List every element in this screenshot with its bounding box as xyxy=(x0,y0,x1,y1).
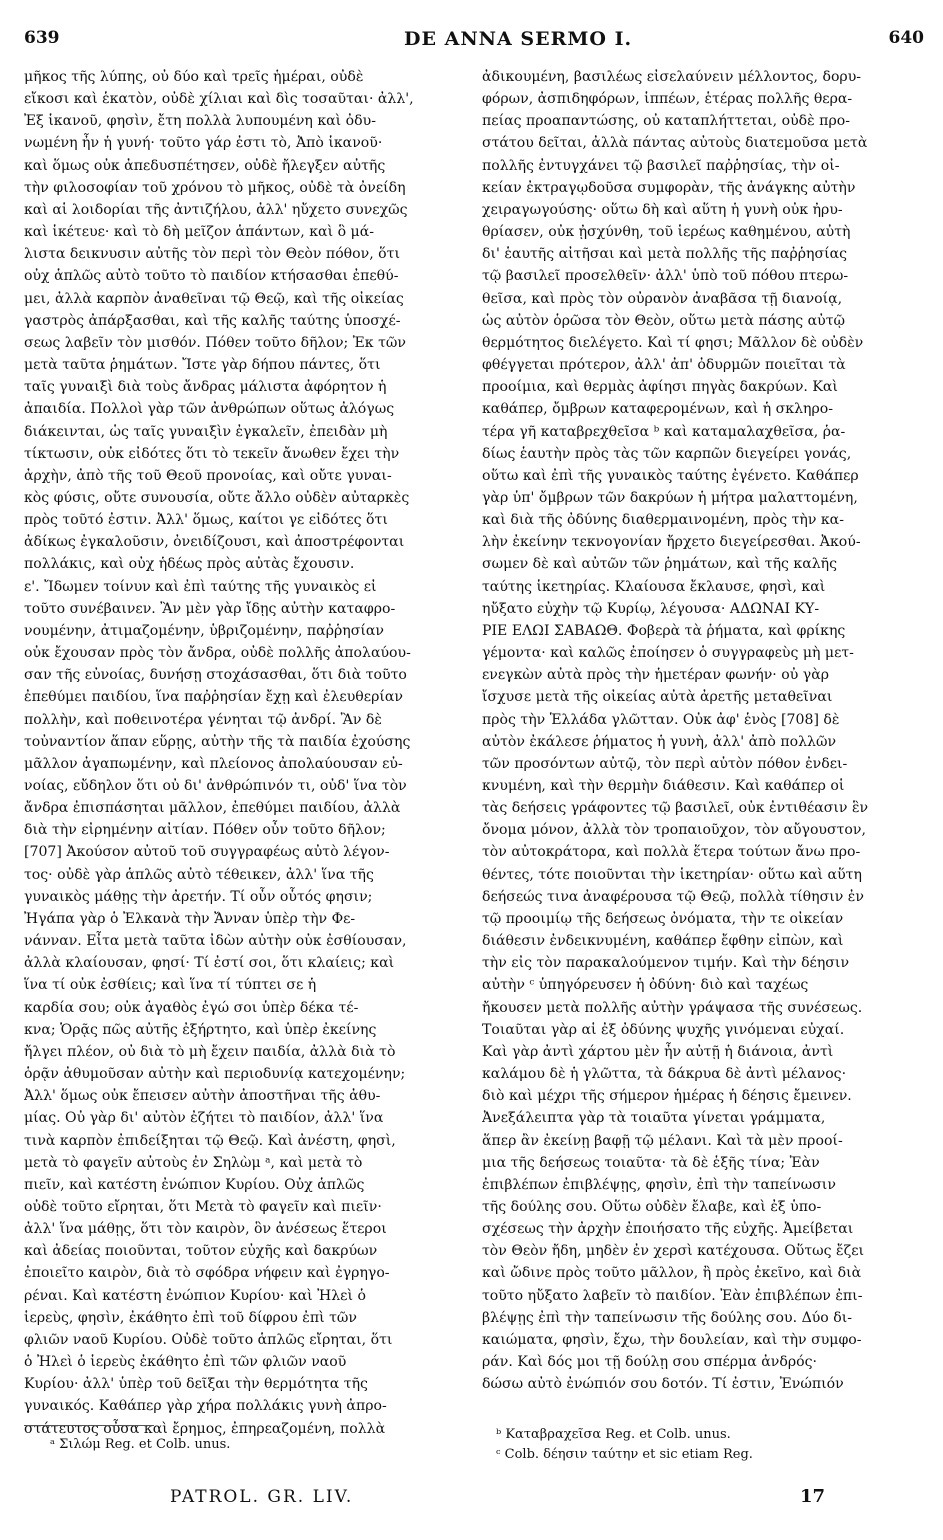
text-line: καρδία σου; οὐκ ἀγαθὸς ἐγώ σοι ὑπὲρ δέκα τέ- xyxy=(24,999,359,1016)
text-line: τίκτωσιν, οὐκ εἰδότες ὅτι τὸ τεκεῖν ἄνωθεν ἔχει τὴν xyxy=(24,445,400,462)
text-line: ἀλλὰ κλαίουσαν, φησί· Τί ἐστί σοι, ὅτι κλαίεις; καὶ xyxy=(24,955,395,972)
text-line: φλιῶν ναοῦ Κυρίου. Οὐδὲ τοῦτο ἁπλῶς εἴρηται, ὅτι xyxy=(24,1331,393,1348)
text-line: ἀδικουμένη, βασιλέως εἰσελαύνειν μέλλοντος, δορυ- xyxy=(482,69,862,85)
text-line: τὴν εἰς τὸν παρακαλούμενον τιμήν. Καὶ τὴν δέησιν xyxy=(482,955,850,972)
text-line: ἀρχὴν, ἀπὸ τῆς τοῦ Θεοῦ προνοίας, καὶ οὔτε γυναι- xyxy=(24,467,392,484)
text-line: μῆκος τῆς λύπης, οὐ δύο καὶ τρεῖς ἡμέραι, οὐδὲ xyxy=(24,69,364,85)
text-line: καὶ αἱ λοιδορίαι τῆς ἀντιζήλου, ἀλλ' ηὔχετο συνεχῶς xyxy=(24,201,408,218)
text-line: καὶ διὰ τῆς ὀδύνης διαθερμαινομένη, πρὸς τὴν κα- xyxy=(482,512,844,529)
text-line: μίας. Οὐ γὰρ δι' αὐτὸν ἐζήτει τὸ παιδίον, ἀλλ' ἵνα xyxy=(24,1110,384,1127)
text-line: τῷ προοιμίῳ τῆς δεήσεως ὀνόματα, τὴν τε οἰκείαν xyxy=(482,910,844,927)
text-line: γαστρὸς ἀπάρξασθαι, καὶ τῆς καλῆς ταύτης ὑποσχέ- xyxy=(24,312,401,329)
footnote-left: ᵃ Σιλώμ Reg. et Colb. unus. xyxy=(50,1437,231,1452)
text-line: πρὸς τὴν Ἑλλάδα γλῶτταν. Οὐκ ἀφ' ἑνὸς [708] δὲ xyxy=(482,711,840,728)
text-line: διὰ τὴν εἰρημένην αἰτίαν. Πόθεν οὖν τοῦτο δῆλον; xyxy=(24,822,386,839)
text-line: εἴκοσι καὶ ἑκατὸν, οὐδὲ χίλιαι καὶ δὶς τοσαῦται· ἀλλ', xyxy=(24,91,414,108)
text-line: κὸς φύσις, οὔτε συνουσία, οὔτε ἄλλο οὐδὲν αὐταρκὲς xyxy=(24,489,410,506)
text-line: οὐχ ἁπλῶς αὐτὸ τοῦτο τὸ παιδίον κτήσασθαι ἐπεθύ- xyxy=(24,268,399,285)
text-line: ἤλγει πλέον, οὐ διὰ τὸ μὴ ἔχειν παιδία, ἀλλὰ διὰ τὸ xyxy=(24,1043,396,1060)
text-line: νωμένη ἦν ἡ γυνή· τοῦτο γάρ ἐστι τὸ, Ἀπὸ ἱκανοῦ· xyxy=(24,135,383,152)
text-line: τινὰ καρπὸν ἐπιδείξηται τῷ Θεῷ. Καὶ ἀνέστη, φησὶ, xyxy=(24,1132,396,1149)
text-line: φθέγγεται πρότερον, ἀλλ' ἀπ' ὀδυρμῶν ποιεῖται τὰ xyxy=(482,357,846,374)
text-line: πιεῖν, καὶ κατέστη ἐνώπιον Κυρίου. Οὐχ ἁπλῶς xyxy=(24,1176,365,1193)
text-line: ενεγκὼν αὐτὰ πρὸς τὴν ἡμετέραν φωνήν· οὐ γὰρ xyxy=(482,667,830,684)
text-line: οὐδὲ τοῦτο εἴρηται, ὅτι Μετὰ τὸ φαγεῖν καὶ πιεῖν· xyxy=(24,1198,382,1215)
text-line: τῆς δούλης σου. Οὕτω οὐδὲν ἔλαβε, καὶ ἐξ ὑπο- xyxy=(482,1198,822,1215)
text-line: καὶ ὤδινε πρὸς τοῦτο μᾶλλον, ἢ πρὸς ἐκεῖνο, καὶ διὰ xyxy=(482,1265,862,1282)
text-line: Ἠγάπα γὰρ ὁ Ἐλκανὰ τὴν Ἄνναν ὑπὲρ τὴν Φε- xyxy=(24,910,356,927)
text-line: ἐποιεῖτο καιρὸν, διὰ τὸ σφόδρα νήφειν καὶ ἐγρηγο- xyxy=(24,1265,390,1282)
right-text-column xyxy=(482,66,917,1395)
text-line: μια τῆς δεήσεως τοιαῦτα· τὰ δὲ ἑξῆς τίνα; Ἐὰν xyxy=(482,1154,820,1171)
text-line: πολλὴν, καὶ ποθεινοτέρα γένηται τῷ ἀνδρί. Ἂν δὲ xyxy=(24,711,382,728)
running-title: DE ANNA SERMO I. xyxy=(404,28,633,50)
text-line: οὕτω καὶ ἐπὶ τῆς γυναικὸς ταύτης ἐγένετο. Καθάπερ xyxy=(482,467,859,484)
text-line: τῶν προσόντων αὐτῷ, τὸν περὶ αὐτὸν πόθον ἐνδει- xyxy=(482,755,848,772)
text-line: λὴν ἐκείνην τεκνογονίαν ἤρχετο διεγείρεσθαι. Ἀκού- xyxy=(482,534,861,551)
text-line: κνα; Ὁρᾷς πῶς αὐτῆς ἐξήρτητο, καὶ ὑπὲρ ἐκείνης xyxy=(24,1021,377,1038)
text-line: φόρων, ἀσπιδηφόρων, ἱππέων, ἑτέρας πολλῆς θερα- xyxy=(482,91,853,108)
footer-signature-number: 17 xyxy=(800,1486,826,1507)
text-line: σωμεν δὲ καὶ αὐτῶν τῶν ῥημάτων, καὶ τῆς καλῆς xyxy=(482,556,838,573)
text-line: Κυρίου· ἀλλ' ὑπὲρ τοῦ δεῖξαι τὴν θερμότητα τῆς xyxy=(24,1376,368,1393)
footnote-right-2: ᶜ Colb. δέησιν ταύτην et sic etiam Reg. xyxy=(496,1447,753,1462)
text-line: ἄνδρα ἐπισπάσηται μᾶλλον, ἐπεθύμει παιδίου, ἀλλὰ xyxy=(24,800,401,817)
text-line: διάθεσιν ἐνδεικνυμένη, καθάπερ ἔφθην εἰπὼν, καὶ xyxy=(482,933,844,950)
text-line: ἐπεθύμει παιδίου, ἵνα παῤῥησίαν ἔχῃ καὶ ἐλευθερίαν xyxy=(24,689,403,706)
text-line: αὐτὸν ἐκάλεσε ῥήματος ἡ γυνὴ, ἀλλ' ἀπὸ πολλῶν xyxy=(482,733,837,750)
text-line: μετὰ τὸ φαγεῖν αὐτοὺς ἐν Σηλὼμ ᵃ, καὶ μετὰ τὸ xyxy=(24,1154,363,1171)
text-line: ἅπερ ἂν ἐκείνῃ βαφῇ τῷ μέλανι. Καὶ τὰ μὲν προοί- xyxy=(482,1132,843,1149)
text-line: τέρα γῆ καταβρεχθεῖσα ᵇ καὶ καταμαλαχθεῖσα, ῥα- xyxy=(482,423,846,440)
text-line: μᾶλλον ἀγαπωμένην, καὶ πλείονος ἀπολαύουσαν εὐ- xyxy=(24,755,403,772)
text-line: πολλάκις, καὶ οὐχ ἡδέως πρὸς αὐτὰς ἔχουσιν. xyxy=(24,556,355,573)
page-header xyxy=(24,28,924,58)
text-line: [707] Ἀκούσον αὐτοῦ τοῦ συγγραφέως αὐτὸ λέγον- xyxy=(24,844,390,861)
text-line: λιστα δεικνυσιν αὐτῆς τὸν περὶ τὸν Θεὸν πόθον, ὅτι xyxy=(24,246,400,263)
text-line: στάτευτος οὖσα καὶ ἔρημος, ἐπηρεαζομένη, πολλὰ xyxy=(24,1420,386,1437)
text-line: ε'. Ἴδωμεν τοίνυν καὶ ἐπὶ ταύτης τῆς γυναικὸς εἰ xyxy=(24,578,377,595)
text-line: σχέσεως τὴν ἀρχὴν ἐποιήσατο τῆς εὐχῆς. Ἀμείβεται xyxy=(482,1221,854,1238)
text-line: ράν. Καὶ δός μοι τῇ δούλῃ σου σπέρμα ἀνδρός· xyxy=(482,1354,817,1371)
text-line: Καὶ γὰρ ἀντὶ χάρτου μὲν ἦν αὐτῇ ἡ διάνοια, ἀντὶ xyxy=(482,1043,834,1060)
text-line: ὄνομα μόνον, ἀλλὰ τὸν τροπαιοῦχον, τὸν αὔγουστον, xyxy=(482,822,866,839)
footer-source: PATROL. GR. LIV. xyxy=(170,1487,354,1507)
text-line: καλάμου δὲ ἡ γλῶττα, τὰ δάκρυα δὲ ἀντὶ μέλανος· xyxy=(482,1066,847,1083)
text-line: ἱερεὺς, φησὶν, ἐκάθητο ἐπὶ τοῦ δίφρου ἐπὶ τῶν xyxy=(24,1309,357,1326)
text-line: ἴσχυσε μετὰ τῆς οἰκείας αὐτὰ ἀρετῆς μεταθεῖναι xyxy=(482,689,833,706)
text-line: βλέψῃς ἐπὶ τὴν ταπείνωσιν τῆς δούλης σου. Δύο δι- xyxy=(482,1309,853,1326)
text-line: καιώματα, φησὶν, ἔχω, τὴν δουλείαν, καὶ τὴν συμφο- xyxy=(482,1331,862,1348)
text-line: Ἐξ ἱκανοῦ, φησὶν, ἔτη πολλὰ λυπουμένη καὶ ὀδυ- xyxy=(24,113,376,130)
right-page-number: 640 xyxy=(888,28,924,48)
footnote-right-1: ᵇ Καταβραχεῖσα Reg. et Colb. unus. xyxy=(496,1427,731,1442)
text-line: κνυμένη, καὶ τὴν θερμὴν διάθεσιν. Καὶ καθάπερ οἱ xyxy=(482,778,845,794)
text-line: χειραγωγούσης· οὕτω δὴ καὶ αὕτη ἡ γυνὴ οὐκ ἠρυ- xyxy=(482,201,843,218)
text-line: ὁ Ἠλεὶ ὁ ἱερεὺς ἐκάθητο ἐπὶ τῶν φλιῶν ναοῦ xyxy=(24,1354,347,1371)
text-line: γὰρ ὑπ' ὄμβρων τῶν δακρύων ἡ μήτρα μαλαττομένη, xyxy=(482,489,858,506)
text-line: ἐπιβλέπων ἐπιβλέψῃς, φησὶν, ἐπὶ τὴν ταπείνωσιν xyxy=(482,1176,836,1193)
text-line: τοῦτο συνέβαινεν. Ἂν μὲν γὰρ ἴδῃς αὐτὴν καταφρο- xyxy=(24,600,396,617)
text-line: Τοιαῦται γὰρ αἱ ἐξ ὀδύνης ψυχῆς γινόμεναι εὐχαί. xyxy=(482,1021,845,1038)
text-line: ὁρᾷν ἀθυμοῦσαν αὐτὴν καὶ περιοδυνίᾳ κατεχομένην; xyxy=(24,1066,406,1083)
text-line: ΡΙΕ ΕΛΩΙ ΣΑΒΑΩΘ. Φοβερὰ τὰ ῥήματα, καὶ φρίκης xyxy=(482,622,846,639)
text-line: καὶ ἀδείας ποιοῦνται, τοῦτον εὐχῆς καὶ δακρύων xyxy=(24,1243,378,1260)
text-line: πολλῆς ἐντυγχάνει τῷ βασιλεῖ παῤῥησίας, τὴν οἰ- xyxy=(482,157,840,174)
text-line: νουμένην, ἀτιμαζομένην, ὑβριζομένην, παῤῥησίαν xyxy=(24,622,384,639)
text-line: ἀλλ' ἵνα μάθῃς, ὅτι τὸν καιρὸν, ὃν ἀνέσεως ἕτεροι xyxy=(24,1221,387,1238)
text-line: νάνναν. Εἶτα μετὰ ταῦτα ἰδὼν αὐτὴν οὐκ ἐσθίουσαν, xyxy=(24,933,407,950)
text-line: καθάπερ, ὄμβρων καταφερομένων, καὶ ἡ σκληρο- xyxy=(482,401,833,418)
text-line: τοὐναντίον ἅπαν εὕρῃς, αὐτὴν τῆς τὰ παιδία ἐχούσης xyxy=(24,733,411,750)
text-line: καὶ ἱκέτευε· καὶ τὸ δὴ μεῖζον ἁπάντων, καὶ ὃ μά- xyxy=(24,224,374,241)
text-line: ταύτης ἱκετηρίας. Κλαίουσα ἔκλαυσε, φησὶ, καὶ xyxy=(482,578,826,595)
text-line: κείαν ἐκτραγῳδοῦσα συμφορὰν, τῆς ἀνάγκης αὐτὴν xyxy=(482,179,856,196)
text-line: ἤκουσεν μετὰ πολλῆς αὐτὴν γράψασα τῆς συνέσεως. xyxy=(482,999,863,1016)
left-text-column xyxy=(24,66,459,1440)
text-line: αὐτὴν ᶜ ὑπηγόρευσεν ἡ ὀδύνη· διὸ καὶ ταχέως xyxy=(482,977,809,994)
text-line: νοίας, εὔδηλον ὅτι οὐ δι' ἀνθρώπινόν τι, οὐδ' ἵνα τὸν xyxy=(24,778,407,794)
text-line: μετὰ ταῦτα ῥημάτων. Ἴστε γὰρ δήπου πάντες, ὅτι xyxy=(24,357,381,374)
text-line: ἀπαιδία. Πολλοὶ γὰρ τῶν ἀνθρώπων οὕτως ἀλόγως xyxy=(24,401,395,418)
text-line: μει, ἀλλὰ καρπὸν ἀναθεῖναι τῷ Θεῷ, καὶ τῆς οἰκείας xyxy=(24,290,404,307)
footnote-rule-left xyxy=(24,1425,154,1426)
text-line: τὸν Θεὸν ἤδη, μηδὲν ἐν χερσὶ κατέχουσα. Οὕτως ἔζει xyxy=(482,1243,865,1260)
text-line: δεήσεώς τινα ἀναφέρουσα τῷ Θεῷ, πολλὰ τίθησιν ἐν xyxy=(482,888,864,905)
text-line: Ἀνεξάλειπτα γὰρ τὰ τοιαῦτα γίνεται γράμματα, xyxy=(482,1110,826,1127)
text-line: στάτου δεῖται, ἀλλὰ πάντας αὐτοὺς διατεμοῦσα μετὰ xyxy=(482,135,868,152)
text-line: διὸ καὶ μέχρι τῆς σήμερον ἡμέρας ἡ δέησις ἔμεινεν. xyxy=(482,1088,852,1105)
text-line: καὶ ὅμως οὐκ ἀπεδυσπέτησεν, οὐδὲ ἤλεγξεν αὐτῆς xyxy=(24,157,386,174)
text-line: γέμοντα· καὶ καλῶς ἐποίησεν ὁ συγγραφεὺς μὴ μετ- xyxy=(482,645,854,662)
text-line: ταῖς γυναιξὶ διὰ τοὺς ἄνδρας μάλιστα ἀφόρητον ἡ xyxy=(24,379,387,396)
text-line: γυναικὸς μάθῃς τὴν ἀρετήν. Τί οὖν οὗτός φησιν; xyxy=(24,888,373,905)
text-line: προοίμια, καὶ θερμὰς ἀφίησι πηγὰς δακρύων. Καὶ xyxy=(482,379,838,396)
text-line: θεῖσα, καὶ πρὸς τὸν οὐρανὸν ἀναβᾶσα τῇ διανοίᾳ, xyxy=(482,290,843,307)
text-line: πείας προαπαντώσης, οὐ καταπλήττεται, οὐδὲ προ- xyxy=(482,113,850,130)
text-line: τῷ βασιλεῖ προσελθεῖν· ἀλλ' ὑπὸ τοῦ πόθου πτερω- xyxy=(482,268,849,285)
text-line: ἀδίκως ἐγκαλοῦσιν, ὀνειδίζουσι, καὶ ἀποστρέφονται xyxy=(24,534,405,551)
text-line: σαν τῆς εὐνοίας, δυνήσῃ στοχάσασθαι, ὅτι διὰ τοῦτο xyxy=(24,667,407,684)
text-line: οὐκ ἔχουσαν πρὸς τὸν ἄνδρα, οὐδὲ πολλῆς ἀπολαύου- xyxy=(24,645,411,662)
text-line: σεως λαβεῖν τὸν μισθόν. Πόθεν τοῦτο δῆλον; Ἐκ τῶν xyxy=(24,334,406,351)
text-line: δι' ἑαυτῆς αἰτῆσαι καὶ μετὰ πολλῆς τῆς παῤῥησίας xyxy=(482,246,848,263)
text-line: πρὸς τοῦτό ἐστιν. Ἀλλ' ὅμως, καίτοι γε εἰδότες ὅτι xyxy=(24,512,388,529)
text-line: γυναικός. Καθάπερ γὰρ χήρα πολλάκις γυνὴ ἀπρο- xyxy=(24,1398,387,1415)
text-line: δώσω αὐτὸ ἐνώπιόν σου δοτόν. Τί ἐστιν, Ἐνώπιόν xyxy=(482,1376,844,1393)
text-line: ἵνα τί οὐκ ἐσθίεις; καὶ ἵνα τί τύπτει σε ἡ xyxy=(24,977,317,994)
text-line: τοῦτο ηὔξατο λαβεῖν τὸ παιδίον. Ἐὰν ἐπιβλέπων ἐπι- xyxy=(482,1287,863,1304)
text-line: Ἀλλ' ὅμως οὐκ ἔπεισεν αὐτὴν ἀποστῆναι τῆς ἀθυ- xyxy=(24,1088,381,1105)
text-line: δίως ἑαυτὴν πρὸς τὰς τῶν καρπῶν διεγείρει γονάς, xyxy=(482,445,852,462)
text-line: τὴν φιλοσοφίαν τοῦ χρόνου τὸ μῆκος, οὐδὲ τὰ ὀνείδη xyxy=(24,179,406,196)
text-line: θρίασεν, οὐκ ᾐσχύνθη, τοῦ ἱερέως καθημένου, αὐτὴ xyxy=(482,224,851,241)
text-line: ρέναι. Καὶ κατέστη ἐνώπιον Κυρίου· καὶ Ἠλεὶ ὁ xyxy=(24,1287,366,1304)
text-line: θέντες, τότε ποιοῦνται τὴν ἱκετηρίαν· οὕτω καὶ αὕτη xyxy=(482,866,862,883)
text-line: τὰς δεήσεις γράφοντες τῷ βασιλεῖ, οὐκ ἐντιθέασιν ἓν xyxy=(482,800,869,817)
text-line: τὸν αὐτοκράτορα, καὶ πολλὰ ἕτερα τούτων ἄνω προ- xyxy=(482,844,861,861)
left-page-number: 639 xyxy=(24,28,60,48)
text-line: ηὔξατο εὐχὴν τῷ Κυρίῳ, λέγουσα· ΑΔΩΝΑΙ ΚΥ- xyxy=(482,600,820,617)
text-line: διάκεινται, ὡς ταῖς γυναιξὶν ἐγκαλεῖν, ἐπειδὰν μὴ xyxy=(24,423,388,440)
text-line: τος· οὐδὲ γὰρ ἁπλῶς αὐτὸ τέθεικεν, ἀλλ' ἵνα τῆς xyxy=(24,866,374,883)
text-line: ὡς αὐτὸν ὁρῶσα τὸν Θεὸν, οὕτω μετὰ πάσης αὐτῷ xyxy=(482,312,846,329)
text-line: θερμότητος διελέγετο. Καὶ τί φησι; Μᾶλλον δὲ οὐδὲν xyxy=(482,334,864,351)
